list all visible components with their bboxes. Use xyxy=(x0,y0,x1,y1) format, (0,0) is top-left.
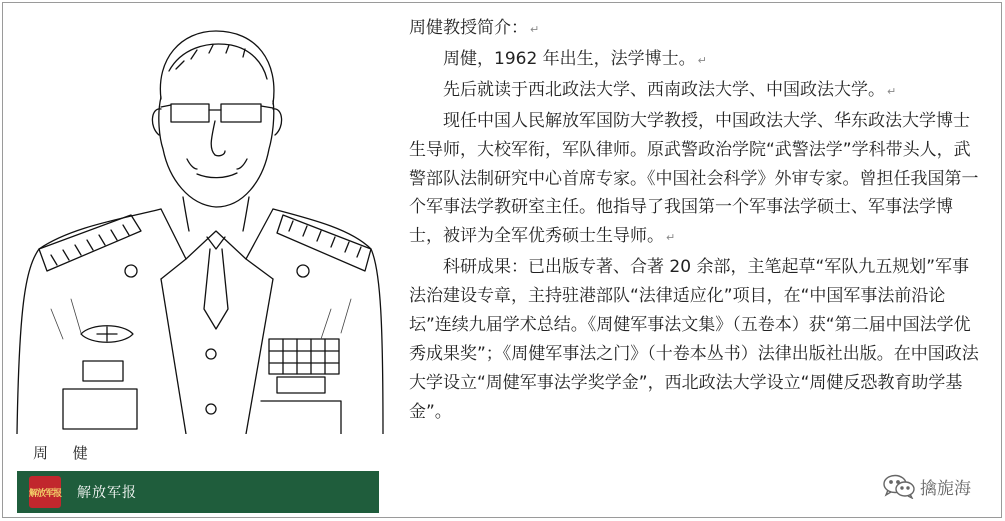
bio-paragraph: 先后就读于西北政法大学、西南政法大学、中国政法大学。 ↵ xyxy=(443,79,897,100)
wechat-icon xyxy=(882,473,916,499)
paragraph-mark: ↵ xyxy=(666,231,676,245)
portrait-caption: 周 健 xyxy=(33,444,98,462)
bio-heading: 周健教授简介： ↵ xyxy=(409,18,540,38)
watermark xyxy=(882,473,971,499)
source-name: 解放军报 xyxy=(77,485,137,501)
portrait-sketch xyxy=(11,9,385,434)
article-frame xyxy=(2,2,1002,518)
paragraph-mark: ↵ xyxy=(530,23,540,36)
bio-text xyxy=(409,14,979,427)
source-bar xyxy=(17,471,379,513)
bio-paragraph: 现任中国人民解放军国防大学教授，中国政法大学、华东政法大学博士生导师，大校军衔，军队律师。原武警政治学院“武警法学”学科带头人，武警部队法制研究中心首席专家。《中国社会科学》外审专家。曾担任我国第一个军事法学教研室主任。他指导了我国第一个军事法学硕士、军事法学博士，被评为全军优秀硕士生导师。 ↵ xyxy=(409,110,979,247)
paragraph-mark: ↵ xyxy=(887,84,897,98)
bio-paragraph: 科研成果：已出版专著、合著 20 余部，主笔起草“军队九五规划”军事法治建设专章，主持驻港部队“法律适应化”项目，在“中国军事法前沿论坛”连续九届学术总结。《周健军事法文集》（五卷本）获“第二届中国法学优秀成果奖”；《周健军事法之门》（十卷本丛书）法律出版社出版。在中国政法大学设立“周健军事法学奖学金”，西北政法大学设立“周健反恐教育助学基金”。 xyxy=(409,257,979,422)
paragraph-mark: ↵ xyxy=(697,53,707,67)
watermark-text: 擒旎海 xyxy=(920,478,971,499)
portrait-panel xyxy=(11,9,385,513)
newspaper-logo: 解放军报 xyxy=(29,476,61,508)
bio-paragraph: 周健，1962 年出生，法学博士。 ↵ xyxy=(443,48,707,69)
